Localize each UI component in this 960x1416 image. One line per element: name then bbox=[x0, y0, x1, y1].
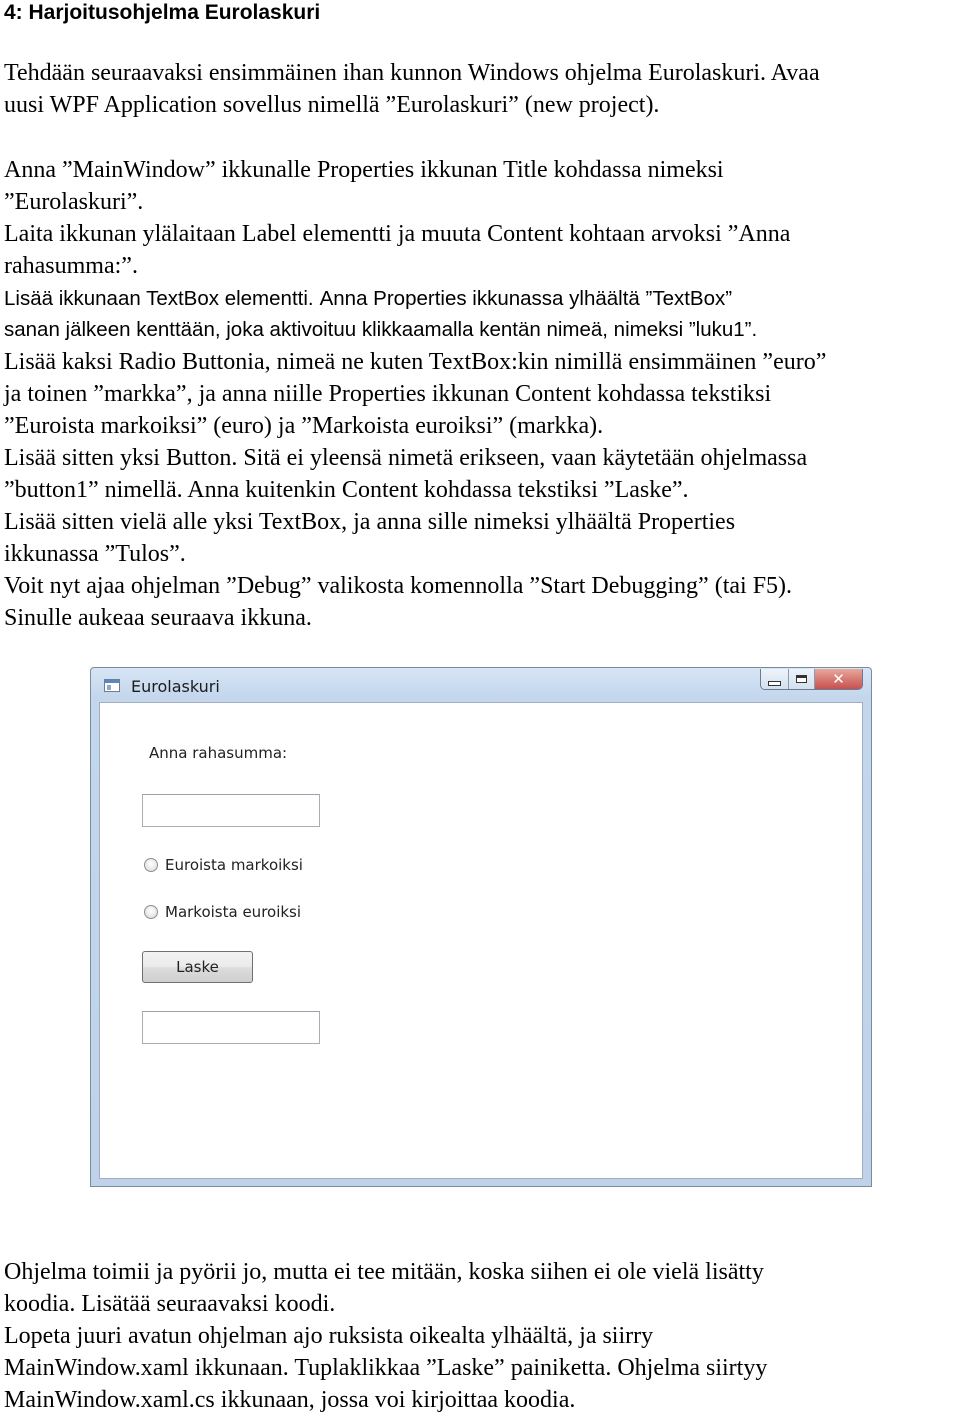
caption-buttons bbox=[760, 669, 863, 690]
radio-circle-icon bbox=[144, 858, 158, 872]
maximize-button[interactable] bbox=[789, 669, 815, 689]
radio-markka-label: Markoista euroiksi bbox=[165, 903, 302, 921]
text-line: Lisää sitten yksi Button. Sitä ei yleensä nimetä erikseen, vaan käytetään ohjelmassa bbox=[4, 445, 808, 471]
text-line: Ohjelma toimii ja pyörii jo, mutta ei tee mitään, koska siihen ei ole vielä lisätty bbox=[4, 1259, 764, 1285]
outro-paragraph bbox=[4, 1256, 954, 1416]
text-line: MainWindow.xaml ikkunaan. Tuplaklikkaa ”Laske” painiketta. Ohjelma siirtyy bbox=[4, 1355, 768, 1381]
app-window-icon bbox=[104, 679, 120, 692]
minimize-icon bbox=[768, 681, 781, 686]
window-titlebar[interactable] bbox=[91, 668, 871, 702]
text-line: ”Eurolaskuri”. bbox=[4, 189, 144, 215]
text-line: ikkunassa ”Tulos”. bbox=[4, 541, 186, 567]
radio-euro-label: Euroista markoiksi bbox=[165, 856, 303, 874]
window-client-area bbox=[99, 702, 863, 1179]
page-heading: 4: Harjoitusohjelma Eurolaskuri bbox=[4, 1, 321, 24]
close-icon: ✕ bbox=[832, 670, 845, 688]
eurolaskuri-window bbox=[90, 667, 872, 1187]
intro-paragraph bbox=[4, 57, 954, 121]
text-line: Lisää sitten vielä alle yksi TextBox, ja anna sille nimeksi ylhäältä Properties bbox=[4, 509, 736, 535]
text-line: rahasumma:”. bbox=[4, 253, 138, 279]
text-line bbox=[4, 282, 954, 314]
radio-euro[interactable] bbox=[144, 856, 303, 874]
amount-label: Anna rahasumma: bbox=[149, 744, 288, 762]
text-line: ja toinen ”markka”, ja anna niille Properties ikkunan Content kohdassa tekstiksi bbox=[4, 381, 772, 407]
text-line: Tehdään seuraavaksi ensimmäinen ihan kunnon Windows ohjelma Eurolaskuri. Avaa bbox=[4, 60, 820, 86]
text-line: Lopeta juuri avatun ohjelman ajo ruksista oikealta ylhäältä, ja siirry bbox=[4, 1323, 654, 1349]
text-line: Voit nyt ajaa ohjelman ”Debug” valikosta komennolla ”Start Debugging” (tai F5). bbox=[4, 573, 793, 599]
maximize-icon bbox=[796, 675, 807, 683]
text-line: MainWindow.xaml.cs ikkunaan, jossa voi kirjoittaa koodia. bbox=[4, 1387, 576, 1413]
laske-button[interactable]: Laske bbox=[142, 951, 253, 983]
close-button[interactable] bbox=[815, 669, 862, 689]
text-line: ”Euroista markoiksi” (euro) ja ”Markoista euroiksi” (markka). bbox=[4, 413, 604, 439]
text-line: Sinulle aukeaa seuraava ikkuna. bbox=[4, 605, 312, 631]
result-input[interactable] bbox=[142, 1011, 320, 1044]
radio-circle-icon bbox=[144, 905, 158, 919]
text-line: Lisää kaksi Radio Buttonia, nimeä ne kuten TextBox:kin nimillä ensimmäinen ”euro” bbox=[4, 349, 827, 375]
text-line: ”button1” nimellä. Anna kuitenkin Content kohdassa tekstiksi ”Laske”. bbox=[4, 477, 689, 503]
window-title: Eurolaskuri bbox=[131, 677, 220, 696]
text-line: uusi WPF Application sovellus nimellä ”Eurolaskuri” (new project). bbox=[4, 92, 660, 118]
amount-input[interactable] bbox=[142, 794, 320, 827]
steps-paragraph bbox=[4, 154, 954, 634]
text-line: Anna ”MainWindow” ikkunalle Properties ikkunan Title kohdassa nimeksi bbox=[4, 157, 724, 183]
radio-markka[interactable] bbox=[144, 903, 301, 921]
minimize-button[interactable] bbox=[761, 669, 789, 689]
text-line: Laita ikkunan ylälaitaan Label elementti ja muuta Content kohtaan arvoksi ”Anna bbox=[4, 221, 791, 247]
text-segment: Lisää ikkunaan TextBox elementti. bbox=[4, 287, 314, 310]
text-line: koodia. Lisätää seuraavaksi koodi. bbox=[4, 1291, 336, 1317]
text-line: sanan jälkeen kenttään, joka aktivoituu klikkaamalla kentän nimeä, nimeksi ”luku1”. bbox=[4, 318, 758, 341]
text-segment: Anna Properties ikkunassa ylhäältä ”TextBox” bbox=[319, 287, 733, 310]
